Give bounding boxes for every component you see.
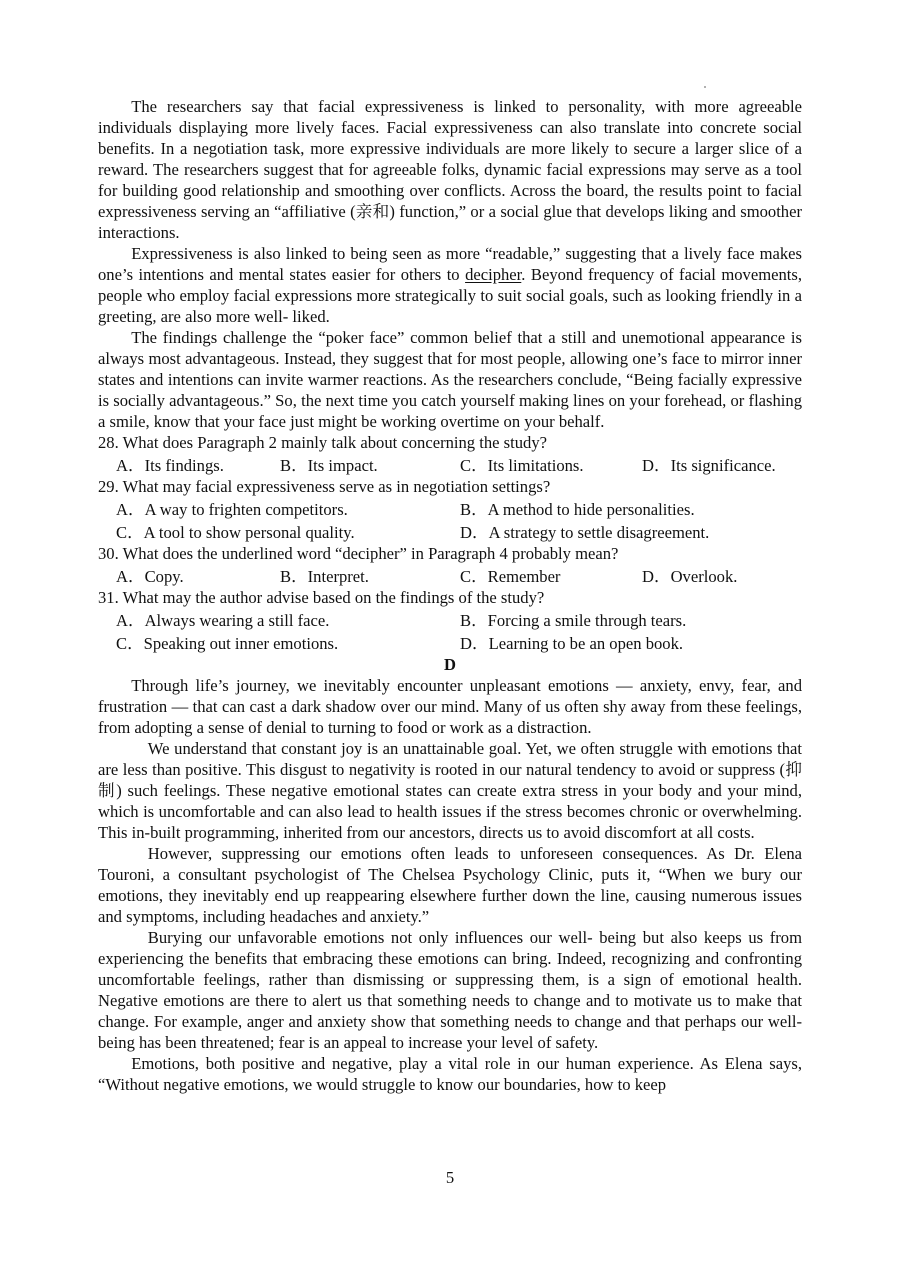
question-28-options [98,455,802,476]
question-28-option-b[interactable]: B．Its impact. [280,455,378,475]
question-29-option-d[interactable]: D．A strategy to settle disagreement. [460,522,710,542]
question-30-option-c[interactable]: C．Remember [460,566,561,586]
question-29-stem: 29. What may facial expressiveness serve as in negotiation settings? [98,477,551,496]
question-28-option-d[interactable]: D．Its significance. [642,455,776,475]
question-30-stem: 30. What does the underlined word “decipher” in Paragraph 4 probably mean? [98,544,619,563]
question-30-options [98,566,802,587]
paragraph-2-text-start: Expressiveness is also linked to being seen as more “readable,” suggesting that a lively face makes one’s intentions and mental states easier for others to [98,244,802,284]
page-number: 5 [445,1168,455,1187]
question-31-option-c[interactable]: C．Speaking out inner emotions. [116,633,339,653]
passage-d-paragraph-4: Burying our unfavorable emotions not only influences our well- being but also keeps us from experiencing the benefits that embracing these emotions can bring. Indeed, recognizing and confronting uncomfortable feelings, rather than dismissing or suppressing them, is a sign of emotional health. Negative emotions are there to alert us that something needs to change and to motivate us to make that change. For example, anger and anxiety show that something needs to change and that perhaps our well- being has been threatened; fear is an appeal to increase your level of safety. [98,928,802,1052]
question-28-stem: 28. What does Paragraph 2 mainly talk about concerning the study? [98,433,547,452]
passage-d-paragraph-5: Emotions, both positive and negative, play a vital role in our human experience. As Elena says, “Without negative emotions, we would struggle to know our boundaries, how to keep [98,1054,802,1094]
question-31-option-d[interactable]: D．Learning to be an open book. [460,633,684,653]
question-30-option-d[interactable]: D．Overlook. [642,566,738,586]
question-29-option-c[interactable]: C．A tool to show personal quality. [116,522,355,542]
passage-d-paragraph-1: Through life’s journey, we inevitably encounter unpleasant emotions — anxiety, envy, fear, and frustration — that can cast a dark shadow over our mind. Many of us often shy away from these feelings, from adopting a sense of denial to turning to food or work as a distraction. [98,676,802,737]
question-29-option-a[interactable]: A．A way to frighten competitors. [116,499,348,519]
section-d-heading: D [444,655,456,674]
underlined-word-decipher: decipher [465,265,522,284]
scan-dot [704,86,706,88]
exam-page [98,96,802,1095]
passage-c-paragraph-1: The researchers say that facial expressiveness is linked to personality, with more agreeable individuals displaying more lively faces. Facial expressiveness can also translate into concrete social benefits. In a negotiation task, more expressive individuals are more likely to secure a larger slice of a reward. The researchers suggest that for agreeable folks, dynamic facial expressions may serve as a tool for building good relationship and smoothing over conflicts. Across the board, the results point to facial expressiveness serving an “affiliative (亲和) function,” or a social glue that develops liking and smoother interactions. [98,97,802,242]
paragraph-2-text-end: . Beyond frequency of facial movements, people who employ facial expressions more strategically to suit social goals, such as looking friendly in a greeting, are also more well- liked. [98,265,802,326]
question-31-option-a[interactable]: A．Always wearing a still face. [116,610,330,630]
passage-d-paragraph-3: However, suppressing our emotions often leads to unforeseen consequences. As Dr. Elena Touroni, a consultant psychologist of The Chelsea Psychology Clinic, puts it, “When we bury our emotions, they inevitably end up reappearing elsewhere further down the line, causing numerous issues and symptoms, including headaches and anxiety.” [98,844,802,926]
question-28-option-c[interactable]: C．Its limitations. [460,455,584,475]
question-31-options [98,610,802,654]
passage-c-paragraph-2 [98,243,802,327]
question-29-option-b[interactable]: B．A method to hide personalities. [460,499,695,519]
question-30-option-b[interactable]: B．Interpret. [280,566,369,586]
question-29-options [98,499,802,543]
passage-c-paragraph-3: The findings challenge the “poker face” common belief that a still and unemotional appearance is always most advantageous. Instead, they suggest that for most people, allowing one’s face to mirror inner states and intentions can invite warmer reactions. As the researchers conclude, “Being facially expressive is socially advantageous.” So, the next time you catch yourself making lines on your forehead, or flashing a smile, know that your face just might be working overtime on your behalf. [98,328,802,431]
passage-d-paragraph-2: We understand that constant joy is an unattainable goal. Yet, we often struggle with emotions that are less than positive. This disgust to negativity is rooted in our natural tendency to avoid or suppress (抑制) such feelings. These negative emotional states can create extra stress in your body and your mind, which is uncomfortable and can also lead to health issues if the stress becomes chronic or overwhelming. This in-built programming, inherited from our ancestors, directs us to avoid discomfort at all costs. [98,739,802,842]
question-31-stem: 31. What may the author advise based on the findings of the study? [98,588,545,607]
question-28-option-a[interactable]: A．Its findings. [116,455,224,475]
question-31-option-b[interactable]: B．Forcing a smile through tears. [460,610,687,630]
question-30-option-a[interactable]: A．Copy. [116,566,184,586]
